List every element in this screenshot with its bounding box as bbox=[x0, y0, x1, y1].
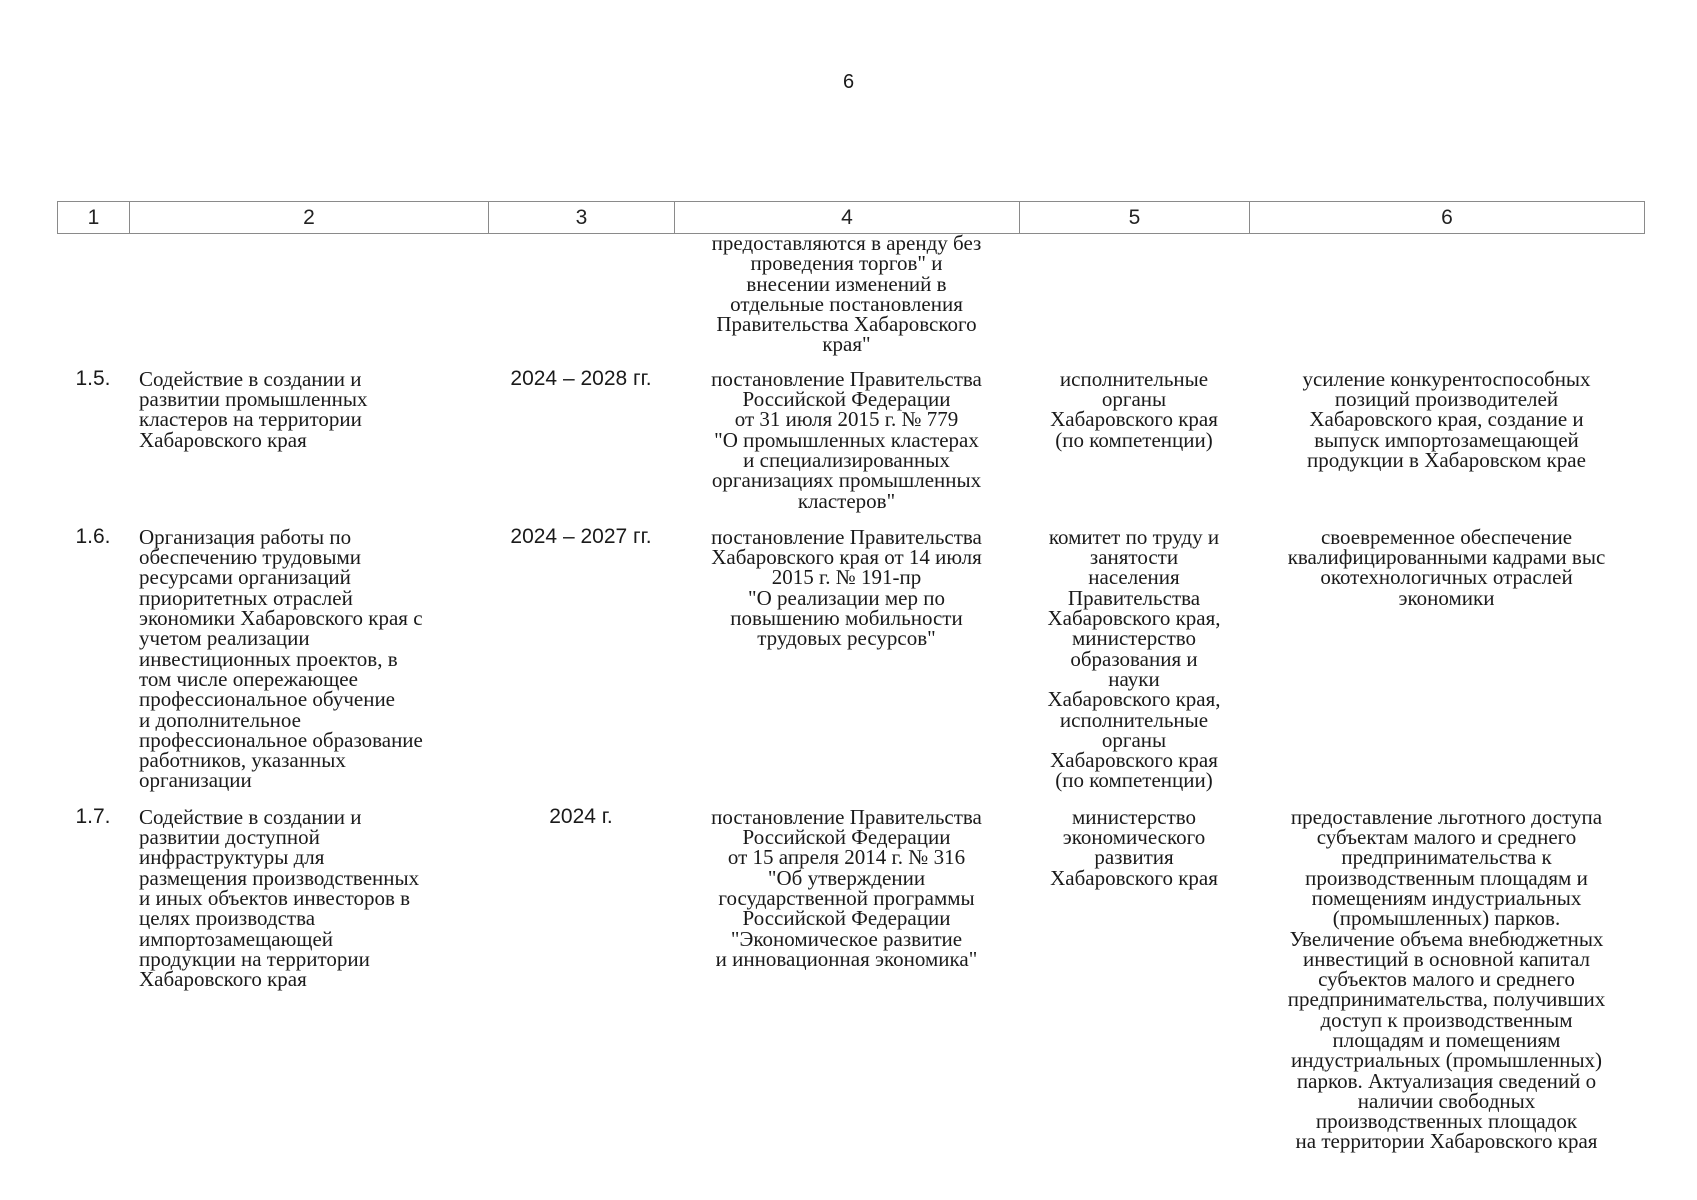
period-cell: 2024 г. bbox=[549, 804, 613, 828]
continuation-document: предоставляются в аренду без проведения торгов" и внесении изменений в отдельные постановления Правительства Хабаровского края" bbox=[711, 231, 982, 357]
result-cell: своевременное обеспечение квалифицированными кадрами выс окотехнологичных отраслей экономики bbox=[1287, 524, 1606, 610]
document-cell: постановление Правительства Хабаровского края от 14 июля 2015 г. № 191-пр "О реализации мер по повышению мобильности трудовых ресурсов" bbox=[711, 524, 982, 651]
column-header-4: 4 bbox=[675, 202, 1020, 234]
row-number: 1.5. bbox=[75, 366, 111, 390]
column-header-3: 3 bbox=[489, 202, 675, 234]
column-header-2: 2 bbox=[130, 202, 489, 234]
column-header-1: 1 bbox=[58, 202, 130, 234]
period-cell: 2024 – 2028 гг. bbox=[510, 366, 652, 390]
measure-cell: Содействие в создании и развитии промышленных кластеров на территории Хабаровского края bbox=[139, 366, 368, 452]
period-cell: 2024 – 2027 гг. bbox=[510, 524, 652, 548]
measure-cell: Организация работы по обеспечению трудовыми ресурсами организаций приоритетных отраслей экономики Хабаровского края с учетом реализации инвестиционных проектов, в том числе опережающее профессиональное обучение и дополнительное профессиональное образование работников, указанных организации bbox=[139, 524, 423, 793]
executor-cell: исполнительные органы Хабаровского края (по компетенции) bbox=[1050, 366, 1218, 452]
table-row bbox=[57, 369, 1644, 527]
column-header-6: 6 bbox=[1250, 202, 1645, 234]
measure-cell: Содействие в создании и развитии доступной инфраструктуры для размещения производственных и иных объектов инвесторов в целях производства импортозамещающей продукции на территории Хабаровского края bbox=[139, 804, 420, 992]
executor-cell: министерство экономического развития Хабаровского края bbox=[1050, 804, 1218, 890]
table-body bbox=[57, 233, 1644, 1168]
result-cell: предоставление льготного доступа субъектам малого и среднего предпринимательства к производственным площадям и помещениям индустриальных (промышленных) парков. Увеличение объема внебюджетных инвестиций в основной капитал субъектов малого и среднего предпринимательства, получивших доступ к производственным площадям и помещениям индустриальных (промышленных) парков. Актуализация сведений о наличии свободных производственных площадок на территории Хабаровского края bbox=[1287, 804, 1606, 1154]
column-header-5: 5 bbox=[1020, 202, 1250, 234]
header-row bbox=[58, 202, 1645, 234]
table-row bbox=[57, 807, 1644, 1168]
table-header bbox=[57, 201, 1645, 234]
document-cell: постановление Правительства Российской Федерации от 31 июля 2015 г. № 779 "О промышленных кластерах и специализированных организациях промышленных кластеров" bbox=[711, 366, 982, 513]
row-number: 1.6. bbox=[75, 524, 111, 548]
document-cell: постановление Правительства Российской Федерации от 15 апреля 2014 г. № 316 "Об утверждении государственной программы Российской Федерации "Экономическое развитие и инновационная экономика" bbox=[711, 804, 982, 971]
executor-cell: комитет по труду и занятости населения Правительства Хабаровского края, министерство образования и науки Хабаровского края, исполнительные органы Хабаровского края (по компетенции) bbox=[1047, 524, 1221, 793]
table-row bbox=[57, 527, 1644, 807]
page-number: 6 bbox=[842, 71, 855, 93]
result-cell: усиление конкурентоспособных позиций производителей Хабаровского края, создание и выпуск импортозамещающей продукции в Хабаровском крае bbox=[1302, 366, 1591, 472]
continuation-row bbox=[57, 233, 1644, 369]
row-number: 1.7. bbox=[75, 804, 111, 828]
